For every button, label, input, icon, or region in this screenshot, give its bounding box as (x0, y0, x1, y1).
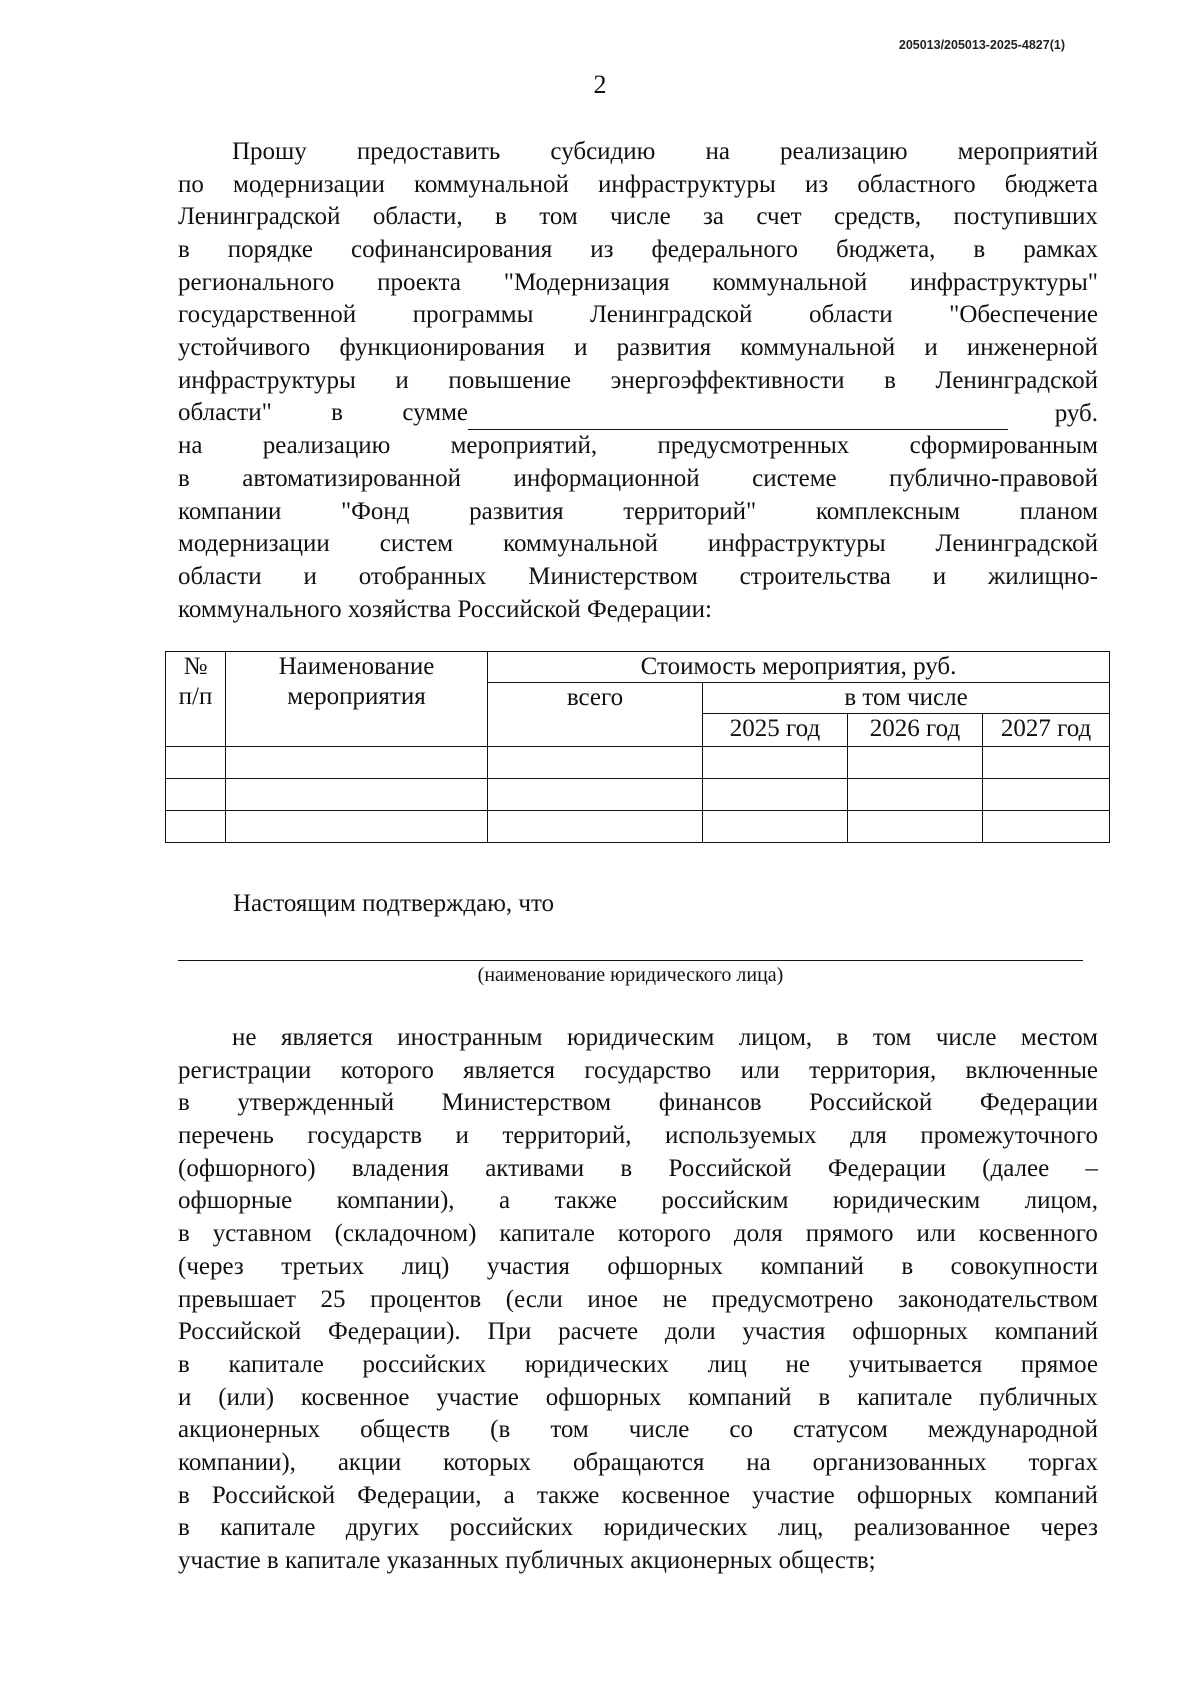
text-line: модернизации систем коммунальной инфраструктуры Ленинградской (178, 530, 1098, 558)
entity-name-line (178, 960, 1083, 961)
table-cell (166, 779, 226, 811)
text-line: компании), акции которых обращаются на организованных торгах (178, 1448, 1098, 1476)
amount-label: области" в сумме (178, 399, 468, 427)
col-year-2025: 2025 год (703, 714, 848, 747)
col-total-header: всего (488, 683, 703, 747)
table-cell (703, 747, 848, 779)
table-cell (226, 779, 488, 811)
text-line: на реализацию мероприятий, предусмотренных сформированным (178, 432, 1098, 460)
table-cell (983, 811, 1110, 843)
text-line: офшорные компании), а также российским юридическим лицом, (178, 1187, 1098, 1215)
entity-name-caption: (наименование юридического лица) (477, 964, 784, 986)
text-line: регистрации которого является государство или территория, включенные (178, 1056, 1098, 1084)
text-line: коммунального хозяйства Российской Федерации: (178, 595, 712, 623)
offshore-paragraph (178, 1022, 1098, 1578)
text-line: в автоматизированной информационной системе публично-правовой (178, 464, 1098, 492)
table-cell (703, 779, 848, 811)
table-cell (488, 747, 703, 779)
confirmation-text: Настоящим подтверждаю, что (233, 890, 555, 917)
text-line: в капитале других российских юридических лиц, реализованное через (178, 1514, 1098, 1542)
text-line: компании "Фонд развития территорий" комплексным планом (178, 497, 1098, 525)
text-line: регионального проекта "Модернизация коммунальной инфраструктуры" (178, 268, 1098, 296)
table-cell (488, 779, 703, 811)
text-line: государственной программы Ленинградской области "Обеспечение (178, 301, 1098, 329)
cost-table (165, 651, 1110, 843)
table-cell (983, 747, 1110, 779)
text-line: участие в капитале указанных публичных акционерных обществ; (178, 1547, 876, 1574)
col-number-header: № п/п (166, 652, 226, 747)
request-paragraph (178, 136, 1098, 626)
amount-blank (468, 403, 1008, 430)
table-cell (226, 747, 488, 779)
text-line: в капитале российских юридических лиц не учитывается прямое (178, 1350, 1098, 1378)
col-cost-header: Стоимость мероприятия, руб. (488, 652, 1110, 683)
col-including-header: в том числе (703, 683, 1110, 714)
text-line: Прошу предоставить субсидию на реализацию мероприятий (232, 138, 1098, 165)
text-line: и (или) косвенное участие офшорных компаний в капитале публичных (178, 1383, 1098, 1411)
amount-line (178, 398, 1098, 431)
text-line: не является иностранным юридическим лицом, в том числе местом (232, 1024, 1098, 1051)
table-cell (226, 811, 488, 843)
col-year-2027: 2027 год (983, 714, 1110, 747)
table-cell (848, 747, 983, 779)
text-line: акционерных обществ (в том числе со статусом международной (178, 1416, 1098, 1444)
text-line: области и отобранных Министерством строительства и жилищно- (178, 562, 1098, 590)
col-year-2026: 2026 год (848, 714, 983, 747)
table-cell (703, 811, 848, 843)
col-name-header: Наименование мероприятия (226, 652, 488, 747)
text-line: в уставном (складочном) капитале которого доля прямого или косвенного (178, 1220, 1098, 1248)
text-line: по модернизации коммунальной инфраструктуры из областного бюджета (178, 170, 1098, 198)
text-line: Ленинградской области, в том числе за счет средств, поступивших (178, 203, 1098, 231)
text-line: в порядке софинансирования из федерального бюджета, в рамках (178, 236, 1098, 264)
text-line: (через третьих лиц) участия офшорных компаний в совокупности (178, 1252, 1098, 1280)
text-line: в утвержденный Министерством финансов Российской Федерации (178, 1089, 1098, 1117)
text-line: в Российской Федерации, а также косвенное участие офшорных компаний (178, 1481, 1098, 1509)
page-number: 2 (593, 70, 607, 99)
text-line: (офшорного) владения активами в Российской Федерации (далее – (178, 1154, 1098, 1182)
text-line: Российской Федерации). При расчете доли участия офшорных компаний (178, 1318, 1098, 1346)
table-row (166, 779, 1110, 811)
text-line: превышает 25 процентов (если иное не предусмотрено законодательством (178, 1285, 1098, 1313)
table-row (166, 747, 1110, 779)
table-row (166, 811, 1110, 843)
amount-currency: руб. (1054, 399, 1098, 427)
table-cell (166, 811, 226, 843)
table-cell (848, 811, 983, 843)
table-cell (488, 811, 703, 843)
table-cell (166, 747, 226, 779)
text-line: устойчивого функционирования и развития коммунальной и инженерной (178, 334, 1098, 362)
table-cell (983, 779, 1110, 811)
document-id: 205013/205013-2025-4827(1) (898, 38, 1065, 52)
text-line: перечень государств и территорий, используемых для промежуточного (178, 1122, 1098, 1150)
table-cell (848, 779, 983, 811)
text-line: инфраструктуры и повышение энергоэффективности в Ленинградской (178, 366, 1098, 394)
